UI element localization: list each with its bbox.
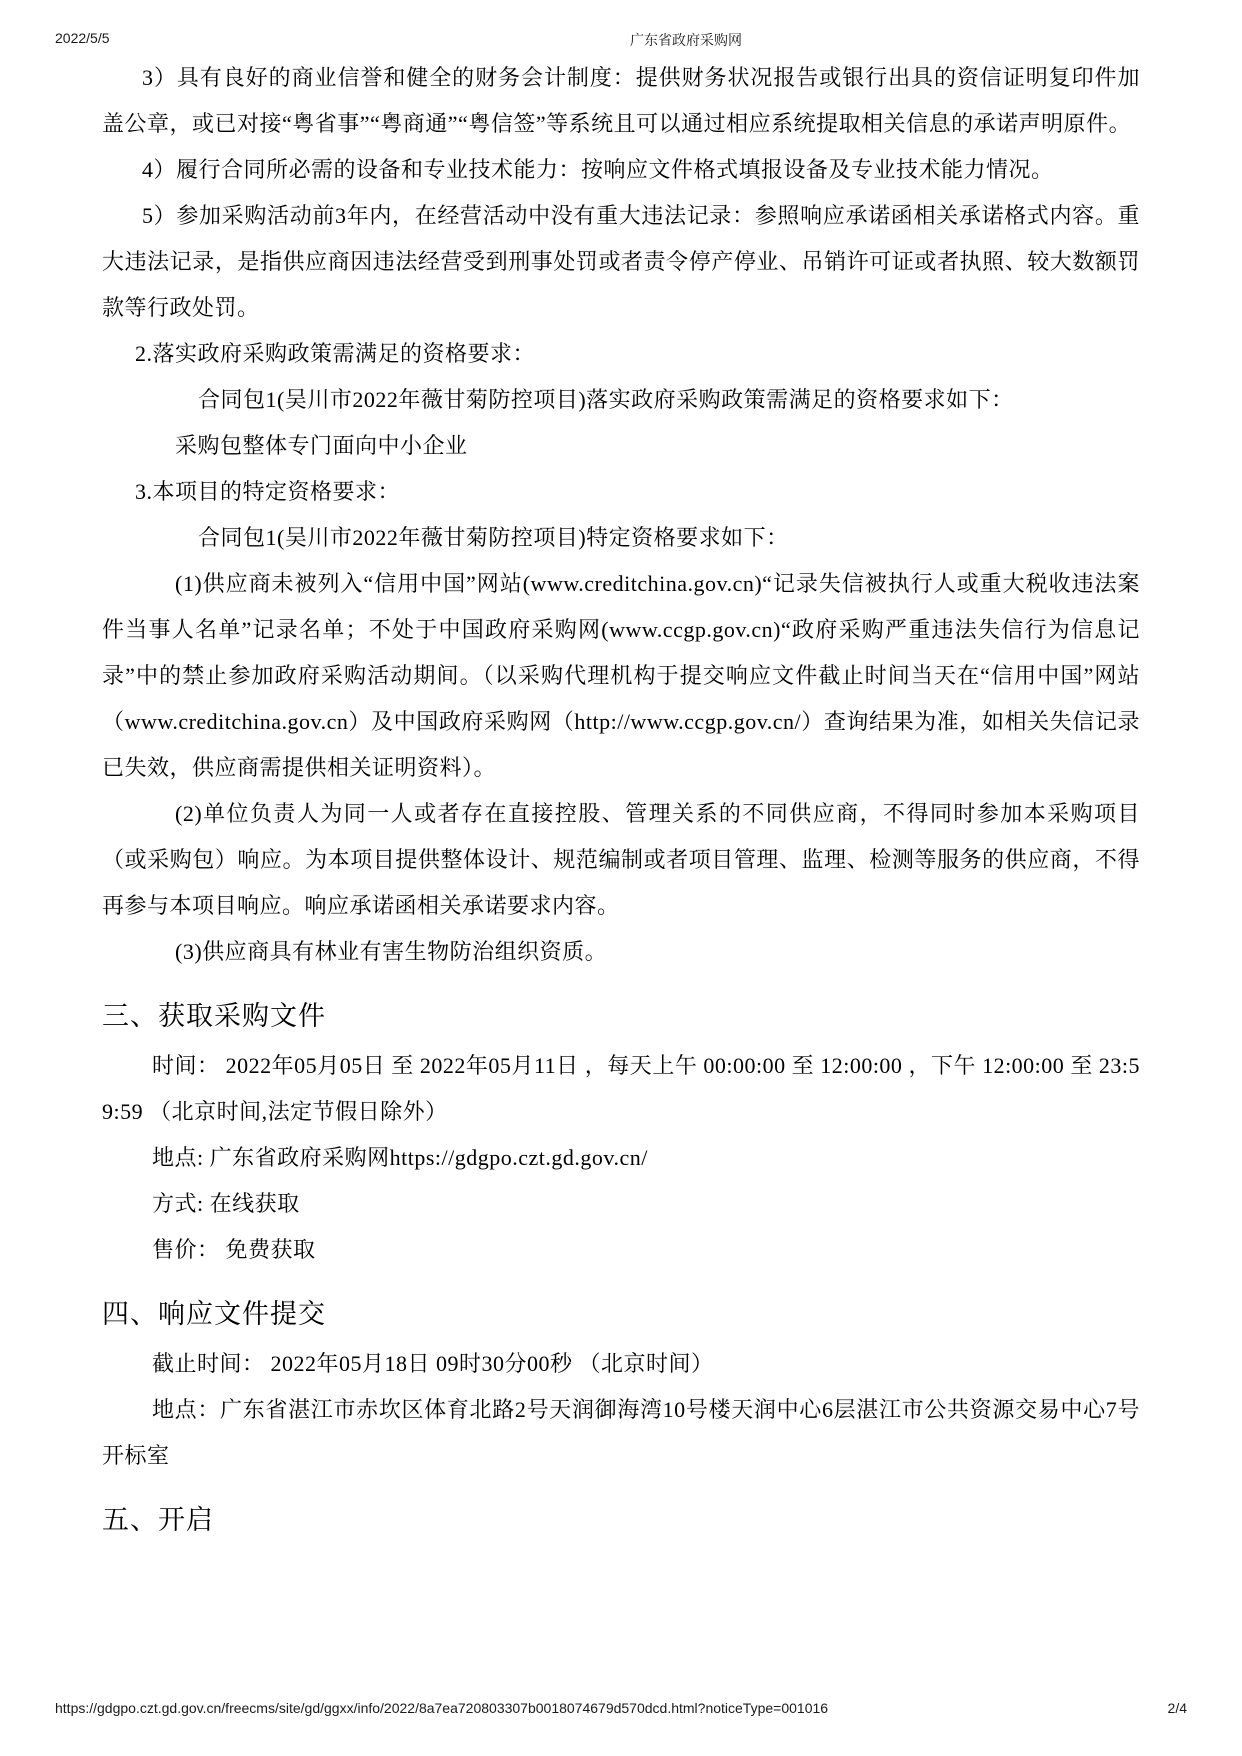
- document-paragraph: 售价： 免费获取: [152, 1237, 316, 1262]
- footer-url: https://gdgpo.czt.gd.gov.cn/freecms/site/gd/ggxx/info/2022/8a7ea720803307b0018074679d570dcd.html?noticeType=001016: [55, 1700, 829, 1716]
- print-date: 2022/5/5: [55, 30, 110, 46]
- print-header: [0, 30, 1242, 50]
- section-heading: 四、响应文件提交: [102, 1299, 326, 1329]
- document-paragraph: (1)供应商未被列入“信用中国”网站(www.creditchina.gov.cn)“记录失信被执行人或重大税收违法案件当事人名单”记录名单；不处于中国政府采购网(www.ccgp.gov.cn)“政府采购严重违法失信行为信息记录”中的禁止参加政府采购活动期间。（以采购代理机构于提交响应文件截止时间当天在“信用中国”网站（www.creditchina.gov.cn）及中国政府采购网（http://www.ccgp.gov.cn/）查询结果为准，如相关失信记录已失效，供应商需提供相关证明资料）。: [102, 571, 1140, 780]
- document-paragraph: 合同包1(吴川市2022年薇甘菊防控项目)特定资格要求如下：: [198, 525, 789, 550]
- site-title: 广东省政府采购网: [630, 32, 742, 48]
- document-paragraph: 2.落实政府采购政策需满足的资格要求：: [135, 341, 536, 366]
- page-number: 2/4: [1167, 1700, 1187, 1716]
- document-paragraph: 合同包1(吴川市2022年薇甘菊防控项目)落实政府采购政策需满足的资格要求如下：: [198, 387, 1014, 412]
- document-body: [102, 55, 1140, 1547]
- document-paragraph: 采购包整体专门面向中小企业: [175, 433, 468, 458]
- document-paragraph: (3)供应商具有林业有害生物防治组织资质。: [175, 939, 608, 964]
- document-paragraph: 5）参加采购活动前3年内，在经营活动中没有重大违法记录：参照响应承诺函相关承诺格式内容。重大违法记录，是指供应商因违法经营受到刑事处罚或者责令停产停业、吊销许可证或者执照、较大数额罚款等行政处罚。: [102, 203, 1140, 320]
- document-paragraph: 3）具有良好的商业信誉和健全的财务会计制度：提供财务状况报告或银行出具的资信证明复印件加盖公章，或已对接“粤省事”“粤商通”“粤信签”等系统且可以通过相应系统提取相关信息的承诺声明原件。: [102, 65, 1140, 136]
- document-paragraph: 3.本项目的特定资格要求：: [135, 479, 401, 504]
- document-paragraph: 4）履行合同所必需的设备和专业技术能力：按响应文件格式填报设备及专业技术能力情况。: [142, 157, 1054, 182]
- document-paragraph: 方式: 在线获取: [152, 1191, 300, 1216]
- document-paragraph: 地点: 广东省政府采购网https://gdgpo.czt.gd.gov.cn/: [152, 1145, 648, 1170]
- section-heading: 三、获取采购文件: [102, 1001, 326, 1031]
- print-footer: [0, 1700, 1242, 1722]
- section-heading: 五、开启: [102, 1505, 214, 1535]
- document-paragraph: (2)单位负责人为同一人或者存在直接控股、管理关系的不同供应商，不得同时参加本采购项目（或采购包）响应。为本项目提供整体设计、规范编制或者项目管理、监理、检测等服务的供应商，不得再参与本项目响应。响应承诺函相关承诺要求内容。: [102, 801, 1140, 918]
- document-paragraph: 截止时间： 2022年05月18日 09时30分00秒 （北京时间）: [152, 1351, 714, 1376]
- document-paragraph: 时间： 2022年05月05日 至 2022年05月11日 ，每天上午 00:00:00 至 12:00:00 ，下午 12:00:00 至 23:59:59 （北京时间,法定节假日除外）: [102, 1053, 1140, 1124]
- document-paragraph: 地点：广东省湛江市赤坎区体育北路2号天润御海湾10号楼天润中心6层湛江市公共资源交易中心7号开标室: [102, 1397, 1140, 1468]
